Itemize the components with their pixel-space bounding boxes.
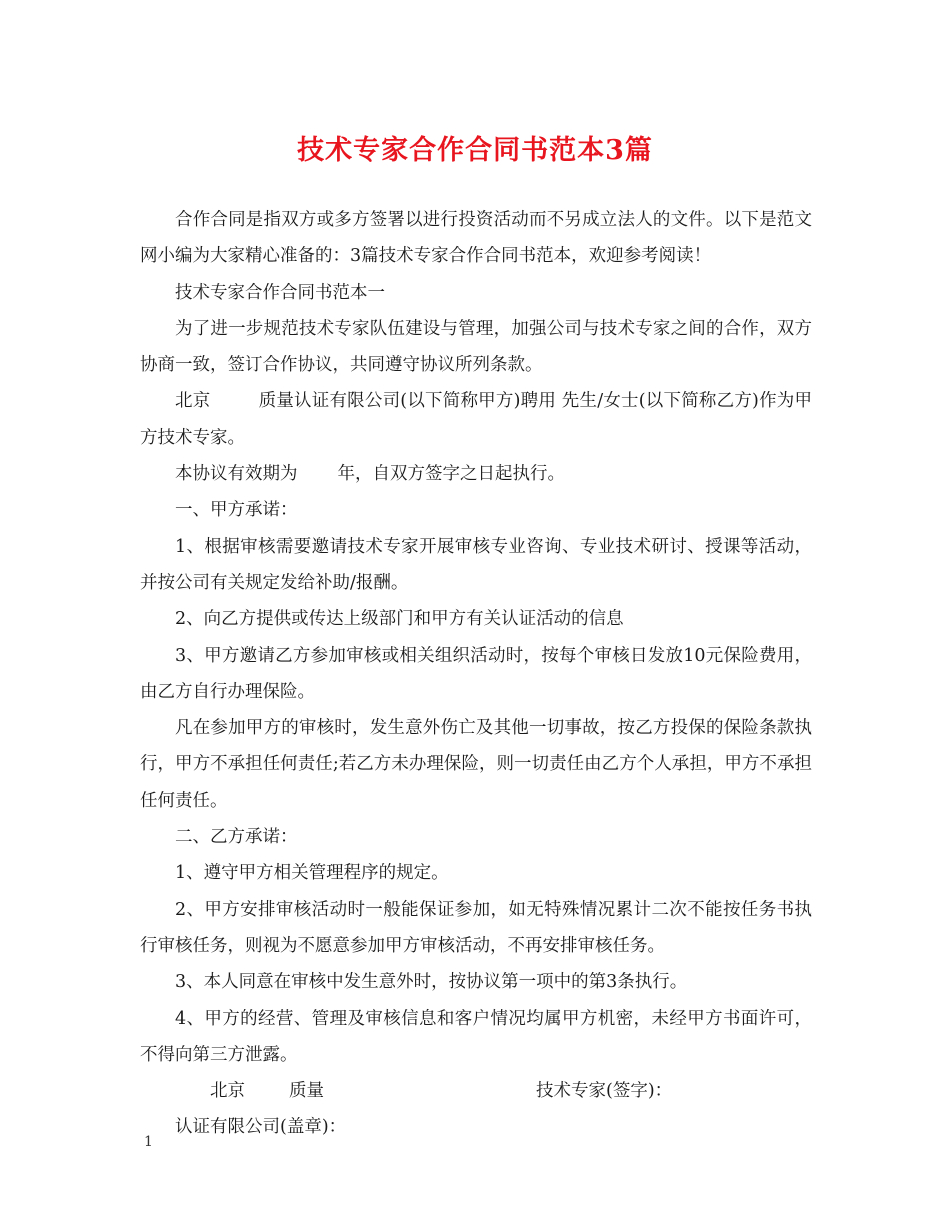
document-title: 技术专家合作合同书范本3篇 [297,135,653,166]
page-number: 1 [144,1134,153,1150]
term-paragraph [140,456,812,492]
party-a-item-4: 凡在参加甲方的审核时，发生意外伤亡及其他一切事故，按乙方投保的保险条款执行，甲方不承担任何责任;若乙方未办理保险，则一切责任由乙方个人承担，甲方不承担任何责任。 [140,718,812,811]
purpose-paragraph: 为了进一步规范技术专家队伍建设与管理，加强公司与技术专家之间的合作，双方协商一致，签订合作协议，共同遵守协议所列条款。 [140,318,812,376]
party-b-item-3: 3、本人同意在审核中发生意外时，按协议第一项中的第3条执行。 [175,972,688,993]
party-b-item-2: 2、甲方安排审核活动时一般能保证参加，如无特殊情况累计二次不能按任务书执行审核任务，则视为不愿意参加甲方审核活动，不再安排审核任务。 [140,899,812,956]
signature-left [175,1073,501,1109]
parties-paragraph [140,383,812,456]
party-a-item-3: 3、甲方邀请乙方参加审核或相关组织活动时，按每个审核日发放10元保险费用，由乙方自行办理保险。 [140,645,812,702]
parties-city: 北京 [175,391,211,412]
party-b-item-4: 4、甲方的经营、管理及审核信息和客户情况均属甲方机密，未经甲方书面许可，不得向第三方泄露。 [140,1008,812,1065]
signature-row [140,1073,812,1109]
party-a-heading: 一、甲方承诺： [175,500,298,521]
party-a-item-1: 1、根据审核需要邀请技术专家开展审核专业咨询、专业技术研讨、授课等活动，并按公司有关规定发给补助/报酬。 [140,536,812,593]
document-body [140,202,812,1146]
signature-expert: 技术专家(签字)： [536,1081,673,1102]
parties-text: 质量认证有限公司(以下简称甲方)聘用 先生/女士(以下简称乙方)作为甲方技术专家。 [140,391,812,448]
signature-city: 北京 [210,1081,245,1102]
section-title: 技术专家合作合同书范本一 [175,282,385,303]
term-text-a: 本协议有效期为 [175,464,298,485]
signature-company-part: 质量 [289,1081,324,1102]
party-b-heading: 二、乙方承诺： [175,827,298,848]
party-a-item-2: 2、向乙方提供或传达上级部门和甲方有关认证活动的信息 [175,609,624,630]
term-text-b: 年，自双方签字之日起执行。 [337,464,565,485]
signature-company-seal: 认证有限公司(盖章)： [175,1117,347,1138]
intro-paragraph: 合作合同是指双方或多方签署以进行投资活动而不另成立法人的文件。以下是范文网小编为大家精心准备的：3篇技术专家合作合同书范本，欢迎参考阅读！ [140,210,812,267]
party-b-item-1: 1、遵守甲方相关管理程序的规定。 [175,863,449,884]
